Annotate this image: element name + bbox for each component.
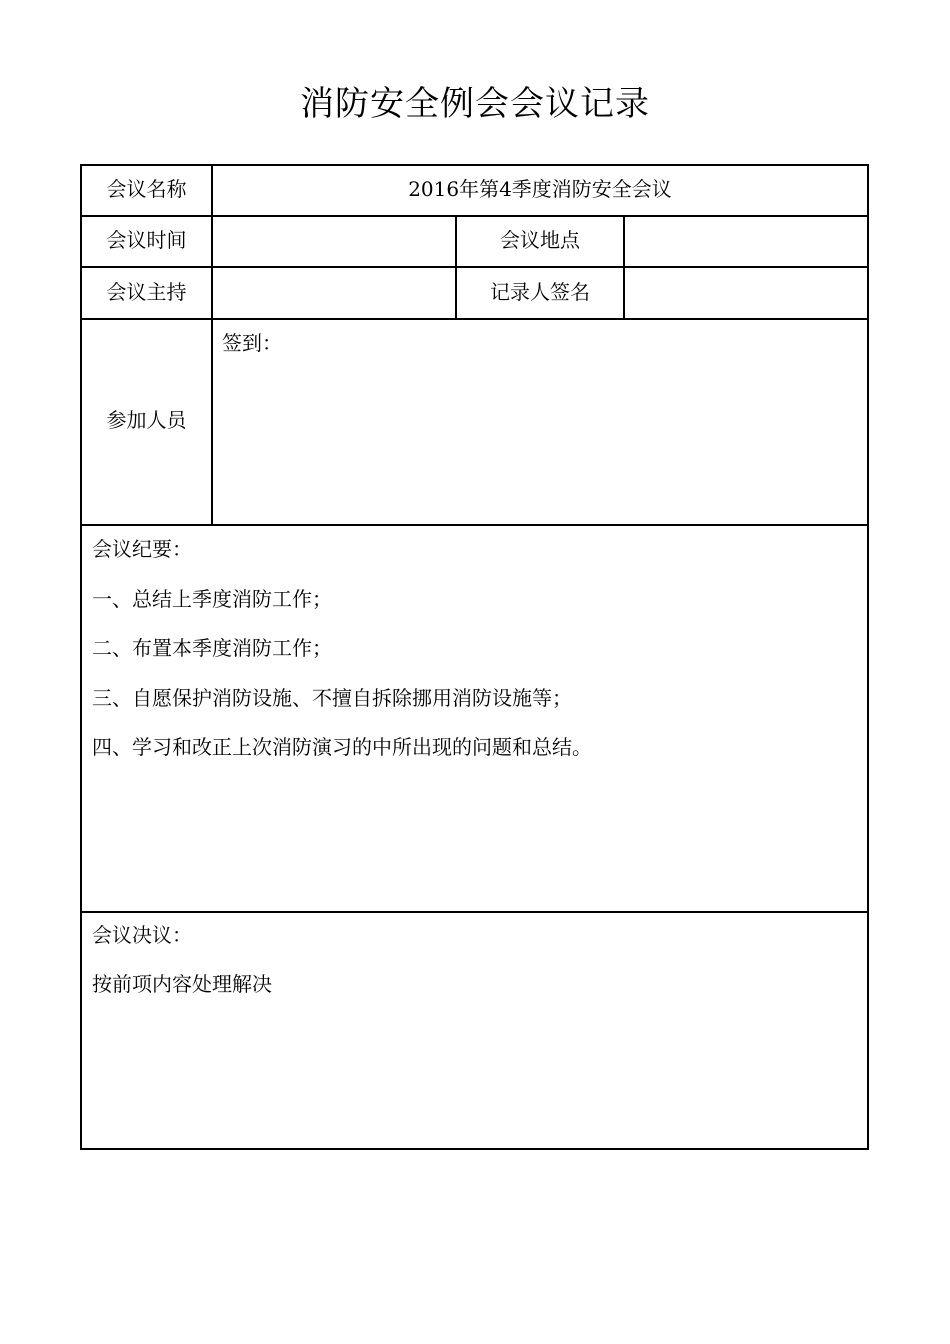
resolution-text: 按前项内容处理解决 (92, 972, 272, 996)
row-divider-4 (80, 524, 869, 526)
label-column-divider (211, 164, 213, 526)
meeting-name-label: 会议名称 (106, 177, 187, 201)
meeting-time-label: 会议时间 (106, 228, 187, 252)
row-divider-3 (80, 318, 869, 320)
signin-label: 签到： (222, 331, 282, 355)
meeting-place-label: 会议地点 (500, 228, 580, 252)
row-divider-1 (80, 215, 869, 217)
page-title: 消防安全例会会议记录 (300, 84, 650, 124)
attendees-label: 参加人员 (106, 408, 187, 432)
table-border-right (867, 164, 869, 1150)
table-border-bottom (80, 1148, 869, 1150)
resolution-heading: 会议决议： (92, 923, 192, 947)
minutes-heading: 会议纪要： (92, 537, 192, 561)
mid-column-divider-right (623, 215, 625, 320)
table-border-top (80, 164, 869, 166)
recorder-label: 记录人签名 (490, 280, 590, 304)
minutes-item: 二、布置本季度消防工作； (92, 636, 332, 660)
host-label: 会议主持 (106, 280, 187, 304)
table-border-left (80, 164, 82, 1150)
row-divider-2 (80, 266, 869, 268)
minutes-item: 三、自愿保护消防设施、不擅自拆除挪用消防设施等； (92, 686, 572, 710)
meeting-name-value: 2016年第4季度消防安全会议 (408, 177, 672, 201)
row-divider-5 (80, 911, 869, 913)
minutes-item: 四、学习和改正上次消防演习的中所出现的问题和总结。 (92, 735, 592, 759)
minutes-item: 一、总结上季度消防工作； (92, 587, 332, 611)
